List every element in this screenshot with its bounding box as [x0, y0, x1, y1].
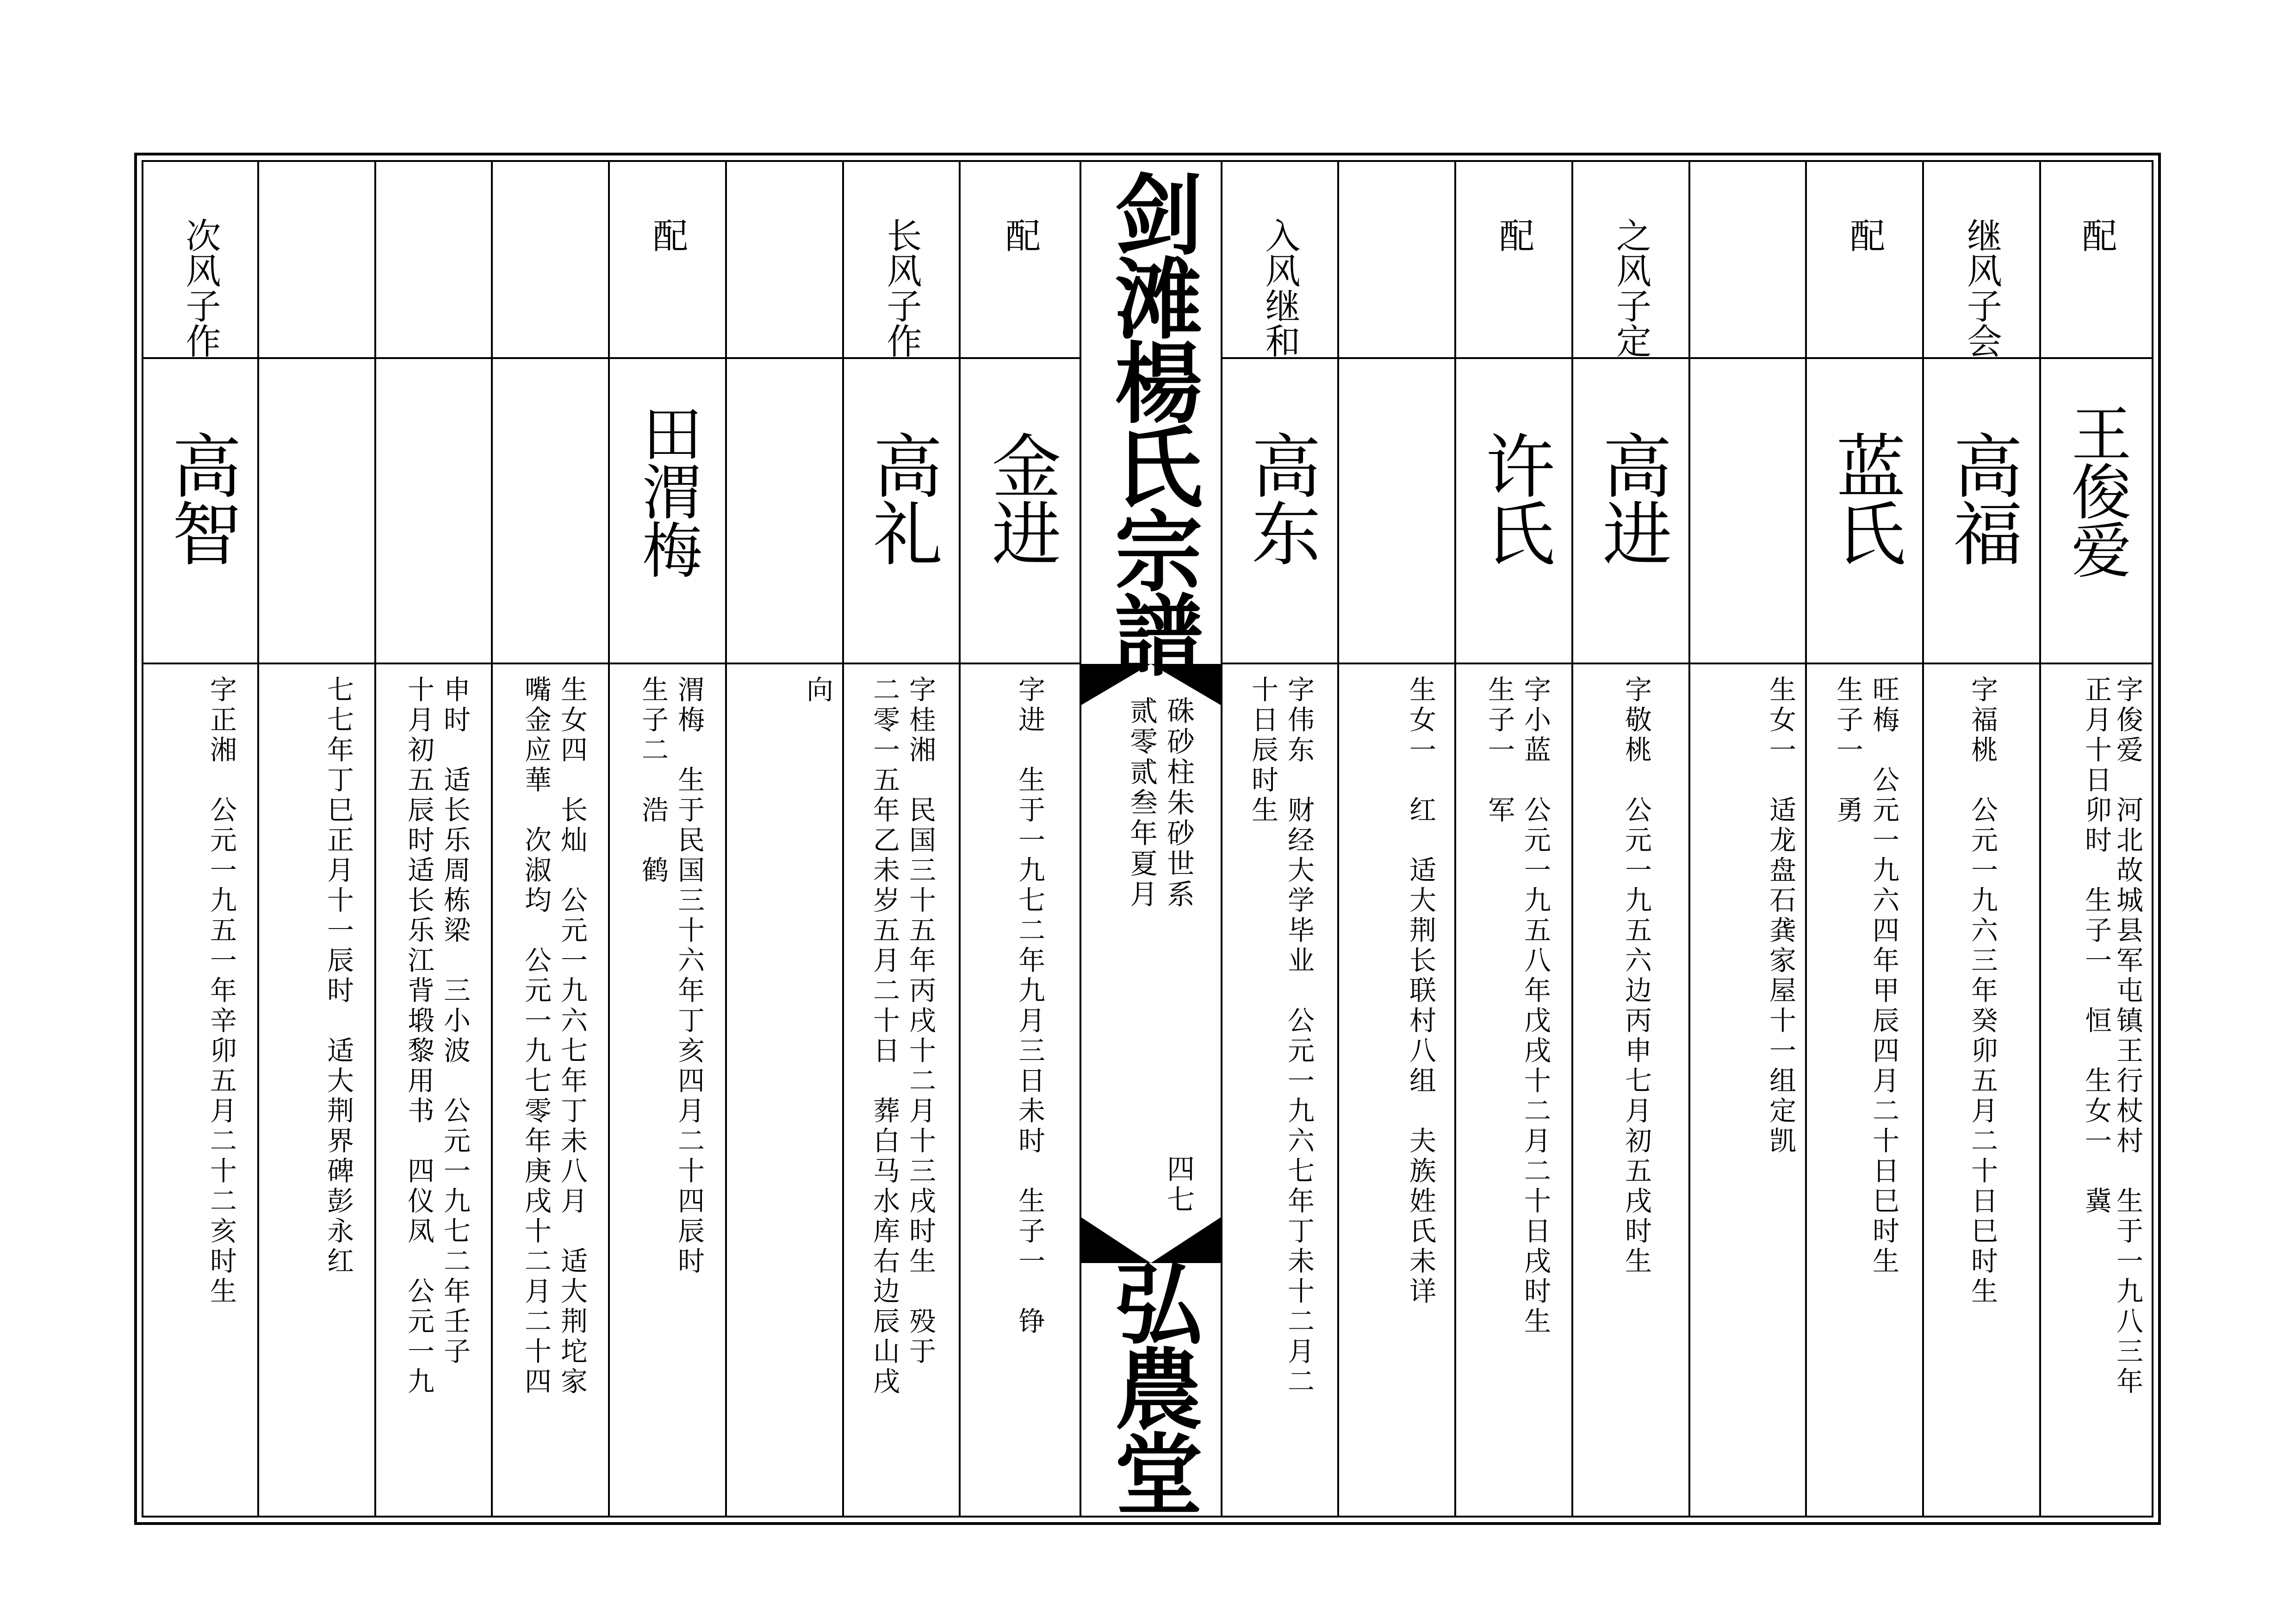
- bio-line: 渭梅 生于民国三十六年丁亥四月二十四辰时: [673, 675, 705, 1277]
- bio-line: 生子一 军: [1483, 675, 1515, 826]
- relation-label: 继风子会: [1961, 217, 2003, 358]
- genealogy-column: [727, 162, 842, 1516]
- genealogy-column: [961, 162, 1080, 1516]
- relation-label: 配: [1493, 217, 1535, 253]
- bio-line: 七七年丁巳正月十一辰时 适大荆界碑彭永红: [323, 675, 354, 1277]
- genealogy-column: [844, 162, 959, 1516]
- relation-label: 长风子作: [881, 217, 922, 358]
- bio-line: 字伟东 财经大学毕业 公元一九六七年丁未十二月二: [1283, 675, 1315, 1397]
- bio-line: 旺梅 公元一九六四年甲辰四月二十日巳时生: [1868, 675, 1899, 1277]
- person-name: 高进: [1590, 430, 1671, 565]
- bio-line: 十月初五辰时适长乐江背塅黎用书 四仪凤 公元一九: [403, 675, 434, 1397]
- bio-line: 字进 生于一九七二年九月三日未时 生子一 铮: [1014, 675, 1045, 1337]
- person-name: 高东: [1240, 430, 1320, 565]
- genealogy-column: [143, 162, 257, 1516]
- genealogy-title: 剑滩楊氏宗譜: [1100, 169, 1203, 674]
- page-number: 四七: [1162, 1154, 1195, 1215]
- genealogy-column: [259, 162, 374, 1516]
- genealogy-column: [1807, 162, 1922, 1516]
- person-name: 高礼: [861, 430, 942, 565]
- bio-line: 字桂湘 民国三十五年丙戌十二月十三戌时生 殁于: [905, 675, 936, 1367]
- lineage-subtitle: 硃砂柱朱砂世系: [1162, 696, 1195, 910]
- edition-date: 贰零贰叁年夏月: [1125, 696, 1158, 910]
- bio-line: 生女一 适龙盘石龚家屋十一组定凯: [1765, 675, 1796, 1157]
- genealogy-column: [610, 162, 725, 1516]
- genealogy-column: [1456, 162, 1571, 1516]
- genealogy-column: [1339, 162, 1454, 1516]
- genealogy-column: [376, 162, 491, 1516]
- bio-line: 正月十日卯时 生子一 恒 生女一 冀: [2080, 675, 2112, 1217]
- person-name: 蓝氏: [1824, 430, 1905, 565]
- genealogy-column: [1222, 162, 1337, 1516]
- fish-tail-bottom: [1080, 1217, 1222, 1263]
- person-name: 高智: [160, 430, 241, 565]
- bio-line: 字正湘 公元一九五一年辛卯五月二十二亥时生: [205, 675, 237, 1307]
- person-name: 高福: [1941, 430, 2022, 565]
- bio-line: 生子一 勇: [1832, 675, 1863, 826]
- genealogy-column: [2041, 162, 2152, 1516]
- bio-line: 嘴金应華 次淑均 公元一九七零年庚戌十二月二十四: [520, 675, 552, 1397]
- relation-label: 配: [1844, 217, 1886, 253]
- bio-line: 字俊爱 河北故城县军屯镇王行杖村 生于一九八三年: [2112, 675, 2143, 1397]
- person-name: 王俊爱: [2061, 403, 2132, 577]
- relation-label: 配: [647, 217, 689, 253]
- bio-line: 十日辰时生: [1247, 675, 1278, 826]
- relation-label: 配: [999, 217, 1041, 253]
- person-name: 许氏: [1473, 430, 1554, 565]
- relation-label: 次风子作: [180, 217, 221, 358]
- genealogy-column: [1690, 162, 1805, 1516]
- hall-name: 弘農堂: [1100, 1258, 1203, 1514]
- genealogy-column: [1924, 162, 2039, 1516]
- bio-line: 生女四 长灿 公元一九六七年丁未八月 适大荆坨家: [556, 675, 588, 1397]
- relation-label: 之风子定: [1610, 217, 1652, 358]
- bio-line: 生子二 浩 鹤: [637, 675, 669, 886]
- bio-line: 生女一 红 适大荆长联村八组 夫族姓氏未详: [1405, 675, 1436, 1307]
- person-name: 田渭梅: [632, 403, 703, 577]
- person-name: 金进: [980, 430, 1061, 565]
- relation-label: 配: [2076, 217, 2117, 253]
- bio-line: 向: [802, 675, 833, 706]
- bio-line: 申时 适长乐周栋梁 三小波 公元一九七二年壬子: [439, 675, 471, 1367]
- title-band: [1080, 162, 1222, 1516]
- relation-label: 入风继和: [1260, 217, 1301, 358]
- bio-line: 字福桃 公元一九六三年癸卯五月二十日巳时生: [1967, 675, 1998, 1307]
- genealogy-column: [1573, 162, 1688, 1516]
- genealogy-column: [493, 162, 608, 1516]
- bio-line: 字敬桃 公元一九五六边丙申七月初五戌时生: [1620, 675, 1652, 1277]
- bio-line: 字小蓝 公元一九五八年戊戌十二月二十日戌时生: [1520, 675, 1551, 1337]
- bio-line: 二零一五年乙未岁五月二十日 葬白马水库右边辰山戌: [869, 675, 900, 1397]
